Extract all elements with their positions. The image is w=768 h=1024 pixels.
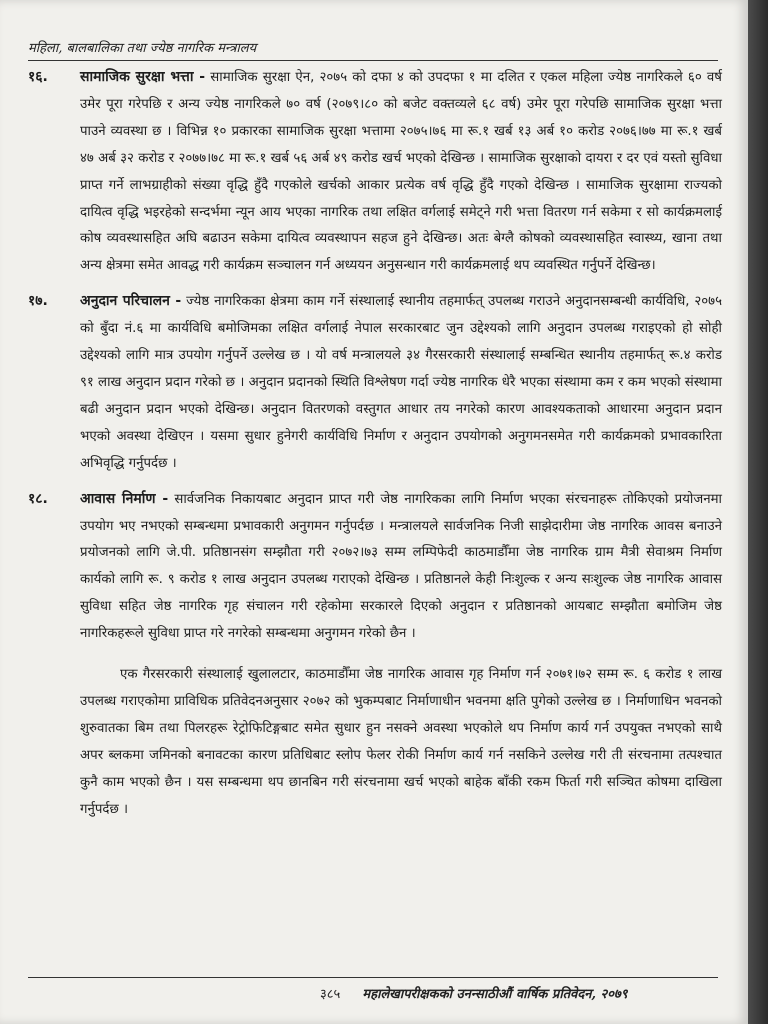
footer-divider xyxy=(28,977,718,978)
page-number: ३८५ xyxy=(320,987,341,1002)
section-number: १८. xyxy=(28,490,48,507)
section-17 xyxy=(28,288,722,477)
section-heading: आवास निर्माण - xyxy=(80,490,169,507)
page-header: महिला, बालबालिका तथा ज्येष्ठ नागरिक मन्त्रालय xyxy=(28,38,718,61)
section-body xyxy=(80,288,722,477)
section-18 xyxy=(28,486,722,824)
report-title: महालेखापरीक्षकको उनन्साठीऔं वार्षिक प्रतिवेदन, २०७९ xyxy=(362,987,628,1002)
section-body xyxy=(80,486,722,648)
section-paragraph: एक गैरसरकारी संस्थालाई खुलालटार, काठमाडौँमा जेष्ठ नागरिक आवास गृह निर्माण गर्न २०७१।७२ सम्म रू. ६ करोड १ लाख उपलब्ध गराएकोमा प्राविधिक प्रतिवेदनअनुसार २०७२ को भुकम्पबाट निर्माणाधीन भवनमा क्षति पुगेको उल्लेख छ । निर्माणाधिन भवनको शुरुवातका बिम तथा पिलरहरू रेट्रोफिटिङ्गबाट समेत सुधार हुन नसक्ने अवस्था भएकोले थप निर्माण कार्य गर्न उपयुक्त नभएको साथै अपर ब्लकमा जमिनको बनावटका कारण प्रतिधिबाट स्लोप फेलर रोकी निर्माण कार्य गर्न नसकिने उल्लेख गरी ती संरचनामा तत्पश्चात कुनै काम भएको छैन । यस सम्बन्धमा थप छानबिन गरी संरचनामा खर्च भएको बाहेक बाँकी रकम फिर्ता गरी सञ्चित कोषमा दाखिला गर्नुपर्दछ । xyxy=(80,667,722,817)
section-text: ज्येष्ठ नागरिकका क्षेत्रमा काम गर्ने संस्थालाई स्थानीय तहमार्फत् उपलब्ध गराउने अनुदानसम्बन्धी कार्यविधि, २०७५ को बुँदा नं.६ मा कार्यविधि बमोजिमका लक्षित वर्गलाई नेपाल सरकारबाट जुन उद्देश्यको लागि अनुदान उपलब्ध गराइएको हो सोही उद्देश्यको लागि मात्र उपयोग गर्नुपर्ने उल्लेख छ । यो वर्ष मन्त्रालयले ३४ गैरसरकारी संस्थालाई सम्बन्धित स्थानीय तहमार्फत् रू.४ करोड ९१ लाख अनुदान प्रदान गरेको छ । अनुदान प्रदानको स्थिति विश्लेषण गर्दा ज्येष्ठ नागरिक धेरै भएका संस्थामा कम र कम भएको संस्थामा बढी अनुदान प्रदान भएको देखिन्छ। अनुदान वितरणको वस्तुगत आधार तय नगरेको कारण आवश्यकताको आधारमा अनुदान प्रदान भएको अवस्था देखिएन । यसमा सुधार हुनेगरी कार्यविधि निर्माण र अनुदान उपयोगको अनुगमनसमेत गरी कार्यक्रमको प्रभावकारिता अभिवृद्धि गर्नुपर्दछ । xyxy=(80,294,723,471)
section-16 xyxy=(28,64,722,280)
section-body xyxy=(80,64,722,280)
section-number: १६. xyxy=(28,69,48,85)
section-heading: सामाजिक सुरक्षा भत्ता - xyxy=(80,69,206,85)
section-heading: अनुदान परिचालन - xyxy=(80,293,182,310)
background-edge xyxy=(748,0,768,1024)
section-text: सार्वजनिक निकायबाट अनुदान प्राप्त गरी जेष्ठ नागरिकका लागि निर्माण भएका संरचनाहरू तोकिएको प्रयोजनमा उपयोग भए नभएको सम्बन्धमा प्रभावकारी अनुगमन गर्नुपर्दछ । मन्त्रालयले सार्वजनिक निजी साझेदारीमा जेष्ठ नागरिक आवस बनाउने प्रयोजनको लागि जे.पी. प्रतिष्ठानसंग सम्झौता गरी २०७२।७३ सम्म लम्पिफेदी काठमाडौँमा जेष्ठ नागरिक ग्राम मैत्री सेवाश्रम निर्माण कार्यको लागि रू. ९ करोड १ लाख अनुदान उपलब्ध गराएको देखिन्छ । प्रतिष्ठानले केही निःशुल्क र अन्य सःशुल्क जेष्ठ नागरिक आवास सुविधा सहित जेष्ठ नागरिक गृह संचालन गरी रहेकोमा सरकारले दिएको अनुदान र प्रतिष्ठानको आयबाट सम्झौता बमोजिम जेष्ठ नागरिकहरूले सुविधा प्राप्त गरे नगरेको सम्बन्धमा अनुगमन गरेको छैन । xyxy=(80,491,722,642)
page-footer xyxy=(320,984,628,1002)
section-text: सामाजिक सुरक्षा ऐन, २०७५ को दफा ४ को उपदफा १ मा दलित र एकल महिला ज्येष्ठ नागरिकले ६० वर्ष उमेर पूरा गरेपछि र अन्य ज्येष्ठ नागरिकले ७० वर्ष (२०७९।८० को बजेट वक्तव्यले ६८ वर्ष) उमेर पूरा गरेपछि सामाजिक सुरक्षा भत्ता पाउने व्यवस्था छ । विभिन्न १० प्रकारका सामाजिक सुरक्षा भत्तामा २०७५।७६ मा रू.१ खर्ब १३ अर्ब १० करोड २०७६।७७ मा रू.१ खर्ब ४७ अर्ब ३२ करोड र २०७७।७८ मा रू.१ खर्ब ५६ अर्ब ४९ करोड खर्च भएको देखिन्छ । सामाजिक सुरक्षाको दायरा र दर एवं यस्तो सुविधा प्राप्त गर्ने लाभग्राहीको संख्या वृद्धि हुँदै गएकोले खर्चको आकार प्रत्येक वर्ष वृद्धि हुँदै गएको देखिन्छ । सामाजिक सुरक्षामा राज्यको दायित्व वृद्धि भइरहेको सन्दर्भमा न्यून आय भएका नागरिक तथा लक्षित वर्गलाई समेट्ने गरी भत्ता वितरण गर्न सकेमा र सो कार्यक्रमलाई कोष व्यवस्थासहित अघि बढाउन सकेमा दायित्व व्यवस्थापन सहज हुने देखिन्छ। अतः बेग्लै कोषको व्यवस्थासहित स्वास्थ्य, खाना तथा अन्य क्षेत्रमा समेत आवद्ध गरी कार्यक्रम सञ्चालन गर्न अध्ययन अनुसन्धान गरी कार्यक्रमलाई थप व्यवस्थित गर्नुपर्ने देखिन्छ। xyxy=(80,70,722,274)
page-content xyxy=(28,64,722,831)
section-number: १७. xyxy=(28,293,48,310)
